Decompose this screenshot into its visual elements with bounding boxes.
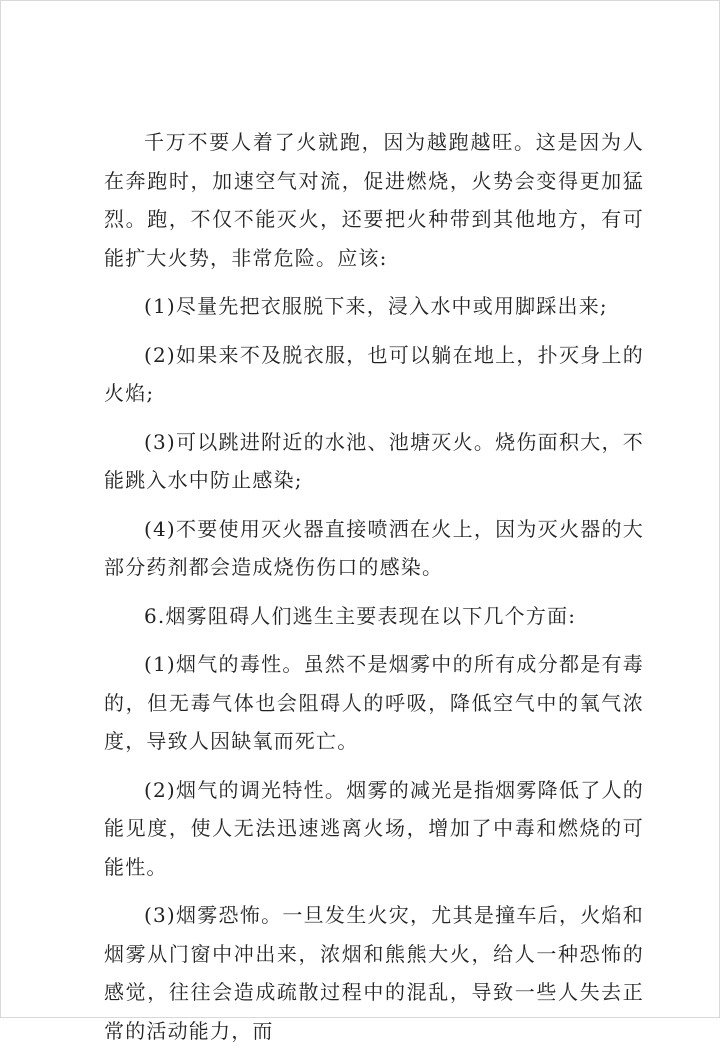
paragraph-smoke-fear: (3)烟雾恐怖。一旦发生火灾，尤其是撞车后，火焰和烟雾从门窗中冲出来，浓烟和熊熊大火，给人一种恐怖的感觉，往往会造成疏散过程中的混乱，导致一些人失去正常的活动能力，而	[104, 903, 644, 1043]
paragraph-smoke-light: (2)烟气的调光特性。烟雾的减光是指烟雾降低了人的能见度，使人无法迅速逃离火场，增加了中毒和燃烧的可能性。	[104, 777, 644, 879]
paragraph-smoke-toxicity: (1)烟气的毒性。虽然不是烟雾中的所有成分都是有毒的，但无毒气体也会阻碍人的呼吸，降低空气中的氧气浓度，导致人因缺氧而死亡。	[104, 652, 644, 753]
paragraph-item-4: (4)不要使用灭火器直接喷洒在火上，因为灭火器的大部分药剂都会造成烧伤伤口的感染。	[104, 516, 644, 579]
section-heading-smoke: 6.烟雾阻碍人们逃生主要表现在以下几个方面:	[144, 603, 577, 628]
document-body	[104, 123, 644, 1060]
paragraph-item-1: (1)尽量先把衣服脱下来，浸入水中或用脚踩出来;	[144, 294, 608, 318]
paragraph-item-2: (2)如果来不及脱衣服，也可以躺在地上，扑灭身上的火焰;	[104, 342, 644, 405]
paragraph-item-3: (3)可以跳进附近的水池、池塘灭火。烧伤面积大，不能跳入水中防止感染;	[104, 429, 644, 492]
paragraph-running-on-fire: 千万不要人着了火就跑，因为越跑越旺。这是因为人在奔跑时，加速空气对流，促进燃烧，火势会变得更加猛烈。跑，不仅不能灭火，还要把火种带到其他地方，有可能扩大火势，非常危险。应该:	[104, 130, 644, 270]
